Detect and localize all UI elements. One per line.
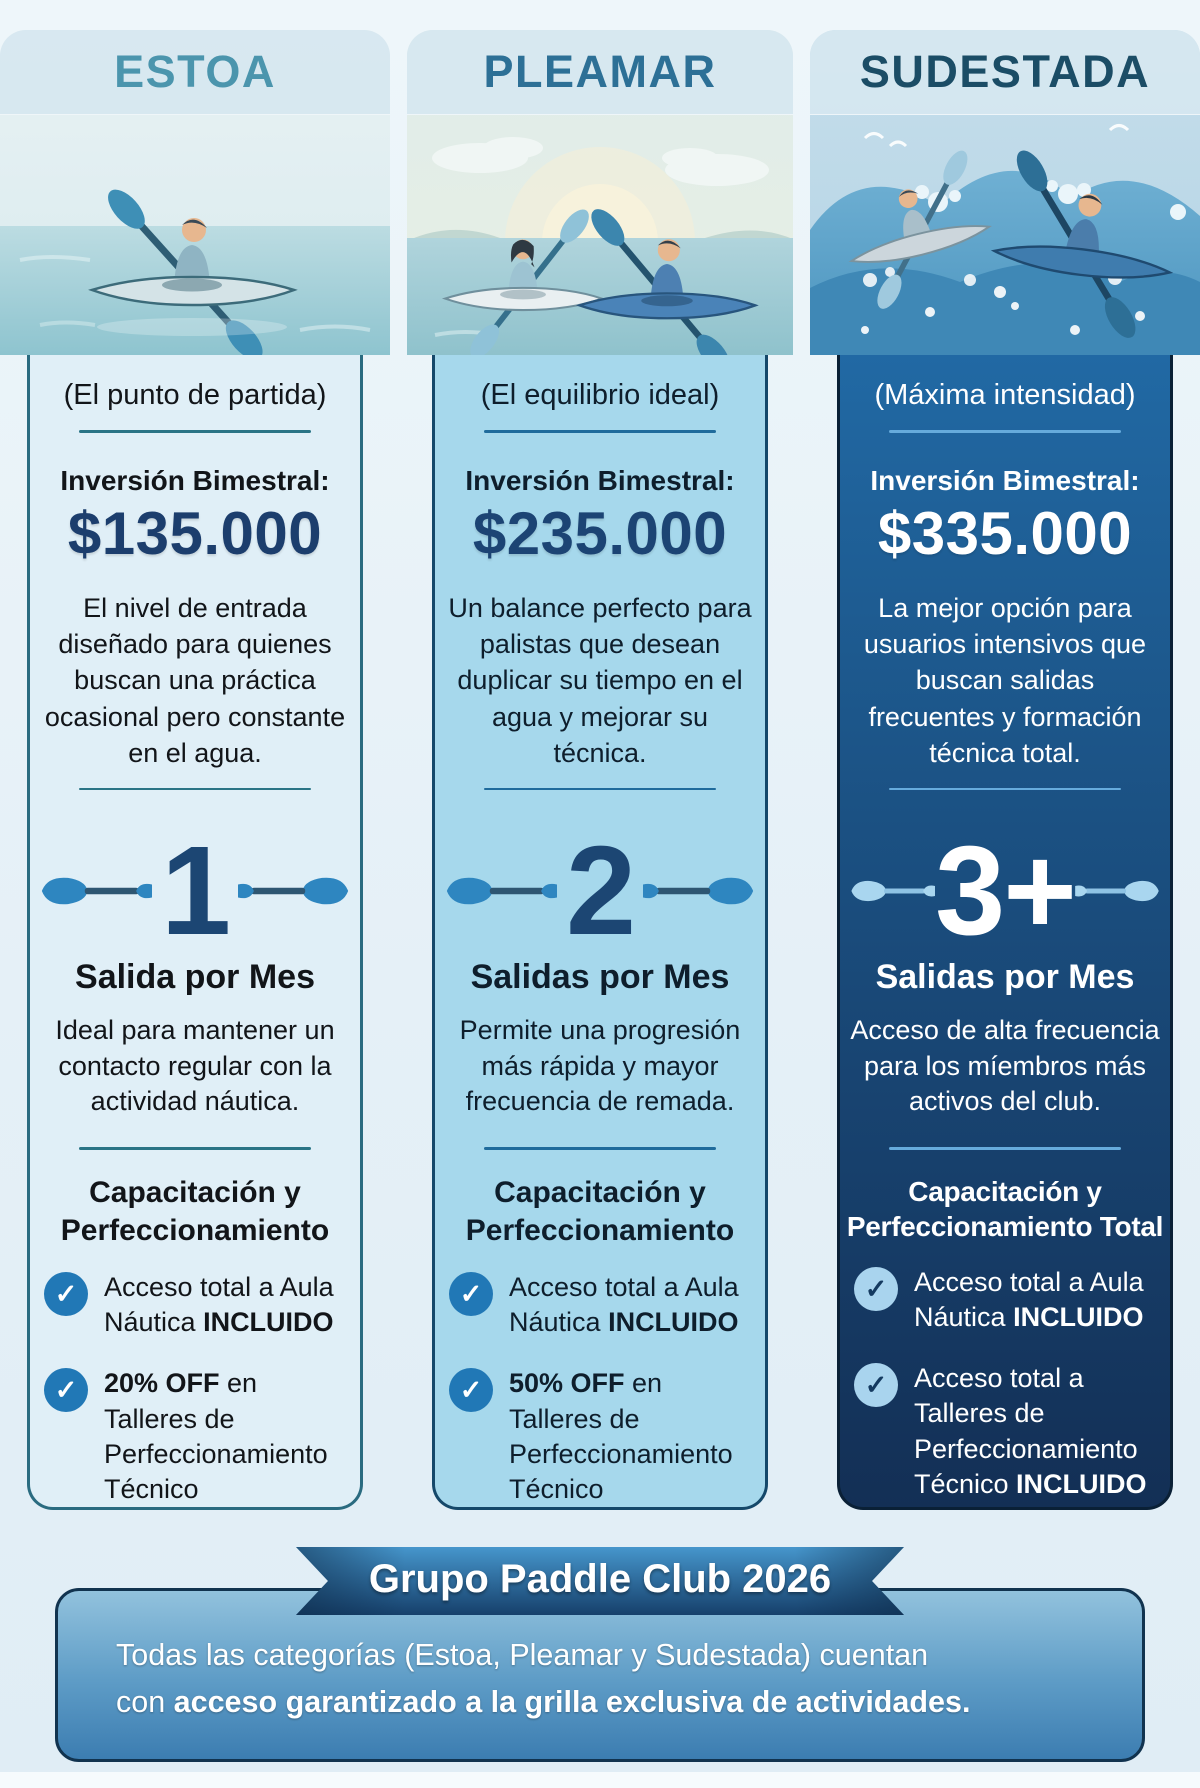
training-title: Capacitación y Perfeccionamiento: [60, 1175, 330, 1247]
check-icon: ✓: [449, 1368, 493, 1412]
plan-header: [810, 30, 1200, 115]
plan-columns: [0, 30, 1200, 1510]
investment-label: Inversión Bimestral:: [60, 464, 330, 496]
paddle-left-icon: [40, 868, 152, 914]
outings-label: Salidas por Mes: [470, 958, 730, 996]
benefit-item: [449, 1270, 751, 1340]
price: $335.000: [877, 499, 1133, 567]
plan-title: PLEAMAR: [483, 46, 717, 97]
divider: [484, 1147, 716, 1150]
plan-card-sudestada: [837, 355, 1173, 1510]
plan-tagline: (Máxima intensidad): [874, 379, 1136, 411]
plan-description: El nivel de entrada diseñado para quienes buscan una práctica ocasional pero constante en el agua.: [44, 592, 346, 769]
paddle-right-icon: [238, 868, 350, 914]
paddle-left-icon: [445, 868, 557, 914]
paddle-left-icon: [850, 868, 935, 914]
divider: [484, 788, 716, 791]
benefit-list: [44, 1270, 346, 1507]
benefit-text: Acceso total a Aula Náutica INCLUIDO: [509, 1272, 739, 1338]
paddle-right-icon: [643, 868, 755, 914]
plan-illustration-panel: [0, 30, 390, 355]
benefit-item: [44, 1270, 346, 1340]
divider: [889, 430, 1121, 433]
training-title: Capacitación y Perfeccionamiento: [465, 1175, 735, 1247]
benefit-item: [854, 1265, 1156, 1335]
check-icon: ✓: [854, 1363, 898, 1407]
benefit-text: Acceso total a Aula Náutica INCLUIDO: [104, 1272, 334, 1338]
investment-label: Inversión Bimestral:: [870, 464, 1140, 496]
outings-row: [840, 820, 1170, 961]
plan-header: [0, 30, 390, 115]
check-icon: ✓: [44, 1272, 88, 1316]
benefit-text: Acceso total a Talleres de Perfeccionamiento Técnico INCLUIDO: [914, 1363, 1147, 1499]
paddle-right-icon: [1075, 868, 1160, 914]
outings-row: [30, 820, 360, 961]
check-icon: ✓: [44, 1368, 88, 1412]
plan-title: ESTOA: [114, 46, 276, 97]
footer-line-1: Todas las categorías (Estoa, Pleamar y Sudestada) cuentan: [116, 1637, 929, 1672]
divider: [79, 430, 311, 433]
divider: [484, 430, 716, 433]
banner-title: Grupo Paddle Club 2026: [368, 1556, 832, 1601]
benefit-item: [854, 1361, 1156, 1501]
plan-column-estoa: [0, 30, 390, 1510]
outings-row: [435, 820, 765, 961]
plan-illustration-panel: [407, 30, 793, 355]
divider: [79, 1147, 311, 1150]
bottom-strip: [0, 1772, 1200, 1788]
outings-number: 3+: [935, 820, 1075, 961]
benefit-item: [449, 1366, 751, 1506]
plan-description: Un balance perfecto para palistas que desean duplicar su tiempo en el agua y mejorar su técnica.: [448, 592, 752, 769]
plan-illustration-panel: [810, 30, 1200, 355]
benefit-text: 20% OFF en Talleres de Perfeccionamiento Técnico: [104, 1368, 328, 1504]
benefit-list: [854, 1265, 1156, 1502]
plan-column-pleamar: [407, 30, 793, 1510]
ribbon-banner: [296, 1541, 904, 1619]
outings-number: 1: [160, 820, 230, 961]
plan-card-pleamar: [432, 355, 768, 1510]
plan-tagline: (El equilibrio ideal): [480, 379, 720, 411]
divider: [889, 788, 1121, 791]
plan-header: [407, 30, 793, 115]
outings-label: Salida por Mes: [75, 958, 315, 996]
footer-line-2: con acceso garantizado a la grilla exclusiva de actividades.: [116, 1685, 971, 1719]
benefit-text: 50% OFF en Talleres de Perfeccionamiento Técnico: [509, 1368, 733, 1504]
training-title: Capacitación y Perfeccionamiento Total: [846, 1175, 1164, 1243]
plan-title: SUDESTADA: [859, 46, 1151, 97]
plan-column-sudestada: [810, 30, 1200, 1510]
price: $235.000: [472, 499, 728, 567]
outings-description: Ideal para mantener un contacto regular con la actividad náutica.: [55, 1015, 335, 1117]
investment-label: Inversión Bimestral:: [465, 464, 735, 496]
divider: [79, 788, 311, 791]
outings-description: Permite una progresión más rápida y mayor frecuencia de remada.: [459, 1015, 741, 1117]
check-icon: ✓: [449, 1272, 493, 1316]
benefit-list: [449, 1270, 751, 1507]
plan-description: La mejor opción para usuarios intensivos que buscan salidas frecuentes y formación técnica total.: [863, 592, 1147, 769]
check-icon: ✓: [854, 1267, 898, 1311]
outings-description: Acceso de alta frecuencia para los míembros más activos del club.: [850, 1015, 1160, 1117]
price: $135.000: [67, 499, 323, 567]
divider: [889, 1147, 1121, 1150]
outings-label: Salidas por Mes: [875, 958, 1135, 996]
plan-card-estoa: [27, 355, 363, 1510]
benefit-item: [44, 1366, 346, 1506]
plan-tagline: (El punto de partida): [63, 379, 327, 411]
benefit-text: Acceso total a Aula Náutica INCLUIDO: [914, 1267, 1144, 1333]
outings-number: 2: [565, 820, 635, 961]
